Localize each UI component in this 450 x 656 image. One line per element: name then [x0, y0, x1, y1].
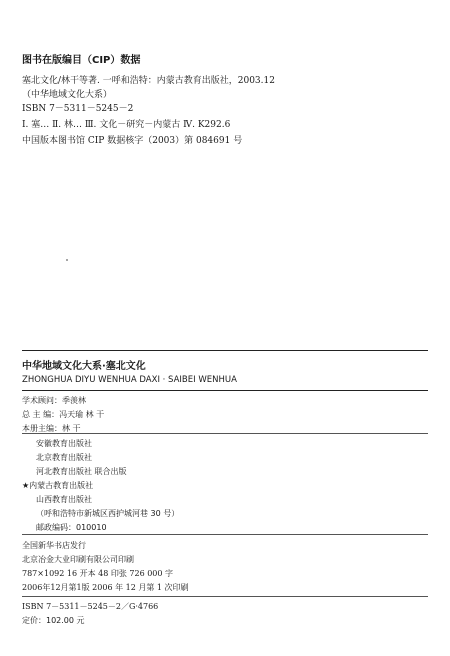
- cip-line-series: （中华地域文化大系）: [22, 90, 113, 100]
- imprint-distribution: 全国新华书店发行: [22, 541, 86, 550]
- title-rule: [22, 390, 428, 391]
- imprint-format: 787×1092 16 开本 48 印张 726 000 字: [22, 569, 174, 578]
- top-rule: [22, 350, 428, 351]
- credit-chief-editor: 总 主 编：冯天瑜 林 干: [22, 410, 105, 419]
- credit-advisor: 学术顾问：季羡林: [22, 396, 86, 405]
- publishers-rule: [22, 534, 428, 535]
- credit-volume-editor: 本册主编：林 干: [22, 424, 81, 433]
- publisher-beijing: 北京教育出版社: [36, 453, 92, 462]
- series-title: 中华地域文化大系·塞北文化: [22, 361, 146, 372]
- publisher-address: （呼和浩特市新城区西护城河巷 30 号）: [36, 509, 180, 518]
- publisher-hebei: 河北教育出版社 联合出版: [36, 467, 127, 476]
- series-pinyin: ZHONGHUA DIYU WENHUA DAXI · SAIBEI WENHUA: [22, 375, 237, 385]
- isbn-full: ISBN 7－5311－5245－2／G·4766: [22, 602, 159, 611]
- publisher-postcode: 邮政编码：010010: [36, 523, 107, 532]
- publisher-inner-mongolia: ★内蒙古教育出版社: [22, 481, 94, 490]
- publisher-anhui: 安徽教育出版社: [36, 439, 92, 448]
- imprint-printer: 北京冶金大业印刷有限公司印刷: [22, 555, 134, 564]
- imprint-edition: 2006年12月第1版 2006 年 12 月第 1 次印刷: [22, 583, 189, 592]
- cip-line-title: 塞北文化/林干等著. 一呼和浩特：内蒙古教育出版社，2003.12: [22, 76, 275, 86]
- publisher-shanxi: 山西教育出版社: [36, 495, 92, 504]
- price: 定价：102.00 元: [22, 616, 85, 625]
- cip-line-classification: Ⅰ. 塞… Ⅱ. 林… Ⅲ. 文化－研究－内蒙古 Ⅳ. K292.6: [22, 120, 231, 130]
- cip-heading: 图书在版编目（CIP）数据: [22, 55, 141, 66]
- speck: [66, 259, 68, 261]
- imprint-rule: [22, 596, 428, 597]
- cip-line-isbn: ISBN 7－5311－5245－2: [22, 104, 134, 114]
- credits-rule: [22, 433, 428, 434]
- cip-line-record-number: 中国版本图书馆 CIP 数据核字（2003）第 084691 号: [22, 136, 243, 146]
